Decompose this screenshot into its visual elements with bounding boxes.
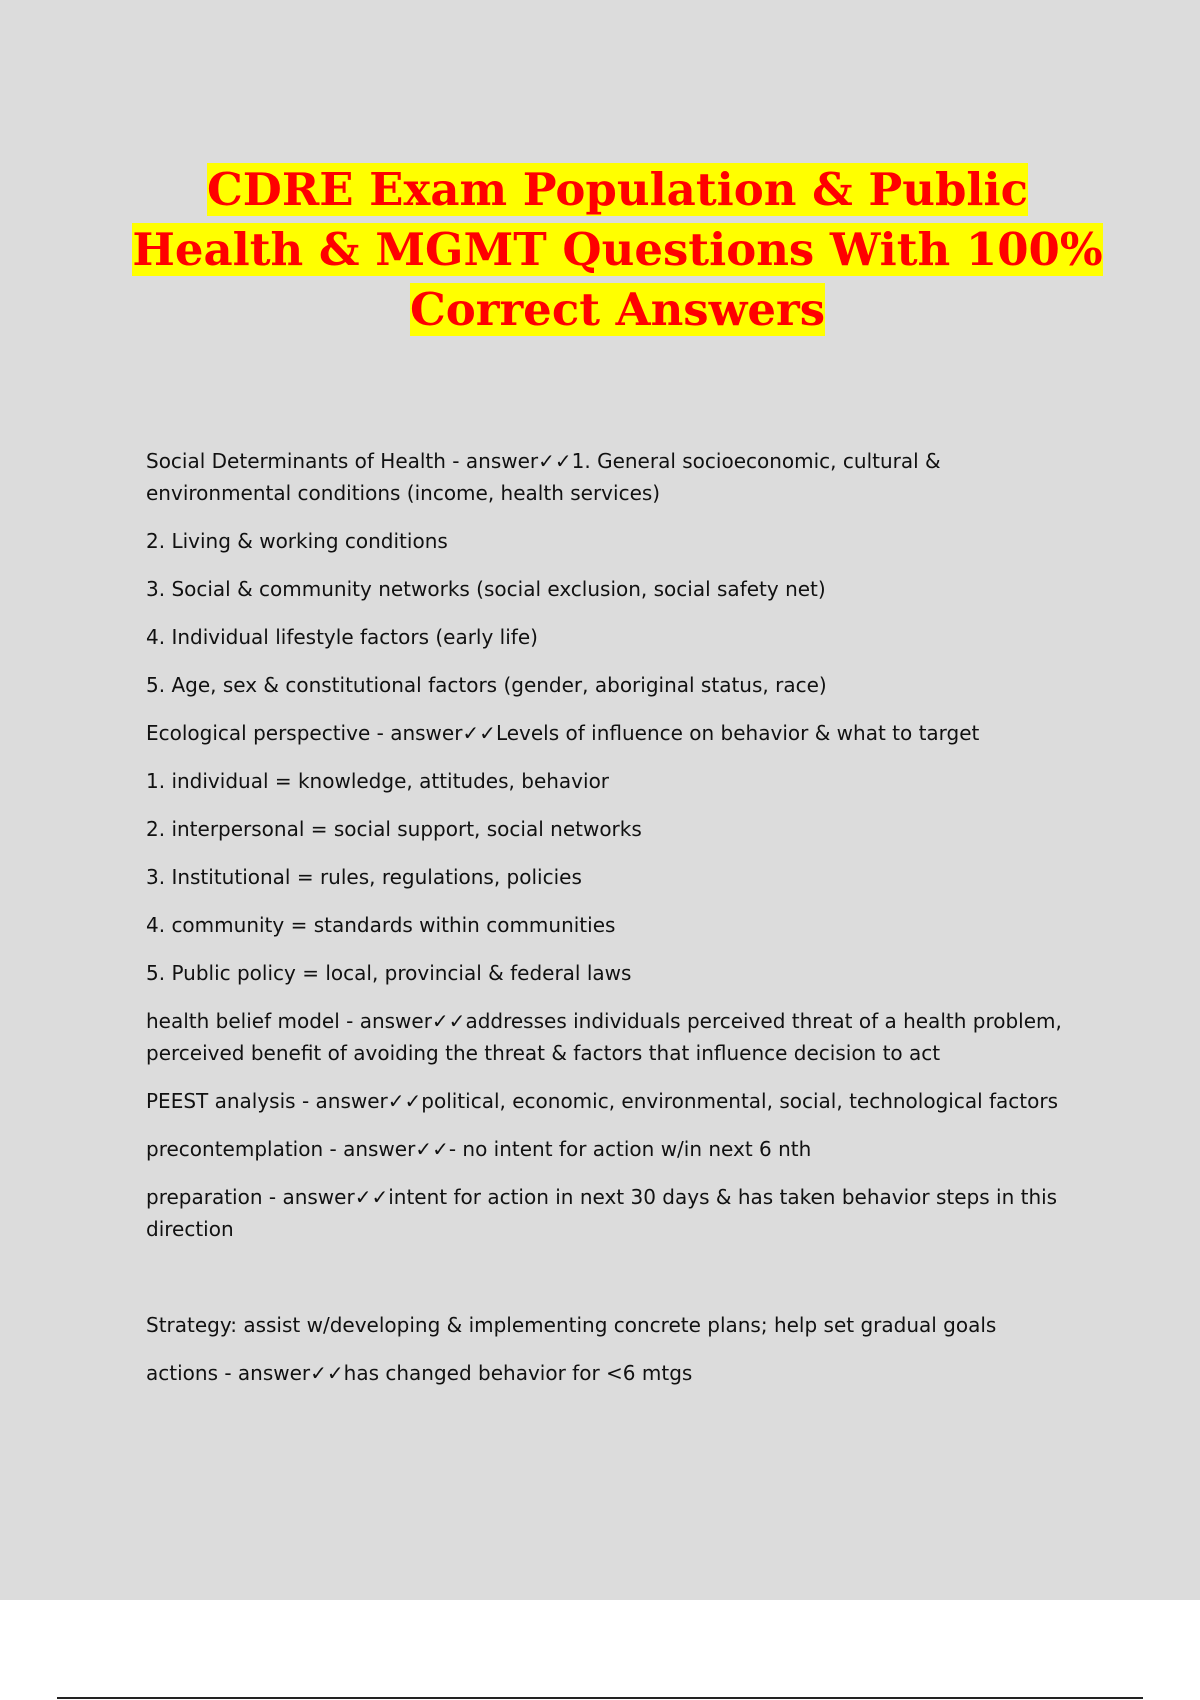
paragraph: 2. Living & working conditions <box>146 529 448 553</box>
paragraph: PEEST analysis - answer✓✓political, economic, environmental, social, technological factors <box>146 1089 1059 1113</box>
paragraph: 3. Social & community networks (social exclusion, social safety net) <box>146 577 826 601</box>
footer-divider <box>57 1697 1143 1699</box>
paragraph: 5. Age, sex & constitutional factors (gender, aboriginal status, race) <box>146 673 827 697</box>
paragraph: 1. individual = knowledge, attitudes, behavior <box>146 769 610 793</box>
paragraph: Strategy: assist w/developing & implementing concrete plans; help set gradual goals <box>146 1313 997 1337</box>
title-highlight: CDRE Exam Population & Public Health & MGMT Questions With 100% Correct Answers <box>132 163 1103 336</box>
document-title <box>120 160 1115 340</box>
paragraph: 3. Institutional = rules, regulations, policies <box>146 865 582 889</box>
document-body <box>146 445 1086 1405</box>
paragraph: Social Determinants of Health - answer✓✓1. General socioeconomic, cultural & environmental conditions (income, health services) <box>146 449 941 505</box>
paragraph: preparation - answer✓✓intent for action in next 30 days & has taken behavior steps in this direction <box>146 1185 1058 1241</box>
paragraph: health belief model - answer✓✓addresses individuals perceived threat of a health problem, perceived benefit of avoiding the threat & factors that influence decision to act <box>146 1009 1062 1065</box>
paragraph: 4. Individual lifestyle factors (early life) <box>146 625 538 649</box>
paragraph: Ecological perspective - answer✓✓Levels of influence on behavior & what to target <box>146 721 980 745</box>
paragraph: actions - answer✓✓has changed behavior for <6 mtgs <box>146 1361 693 1385</box>
paragraph: 5. Public policy = local, provincial & federal laws <box>146 961 632 985</box>
paragraph: precontemplation - answer✓✓- no intent for action w/in next 6 nth <box>146 1137 812 1161</box>
paragraph: 4. community = standards within communities <box>146 913 616 937</box>
paragraph: 2. interpersonal = social support, social networks <box>146 817 642 841</box>
